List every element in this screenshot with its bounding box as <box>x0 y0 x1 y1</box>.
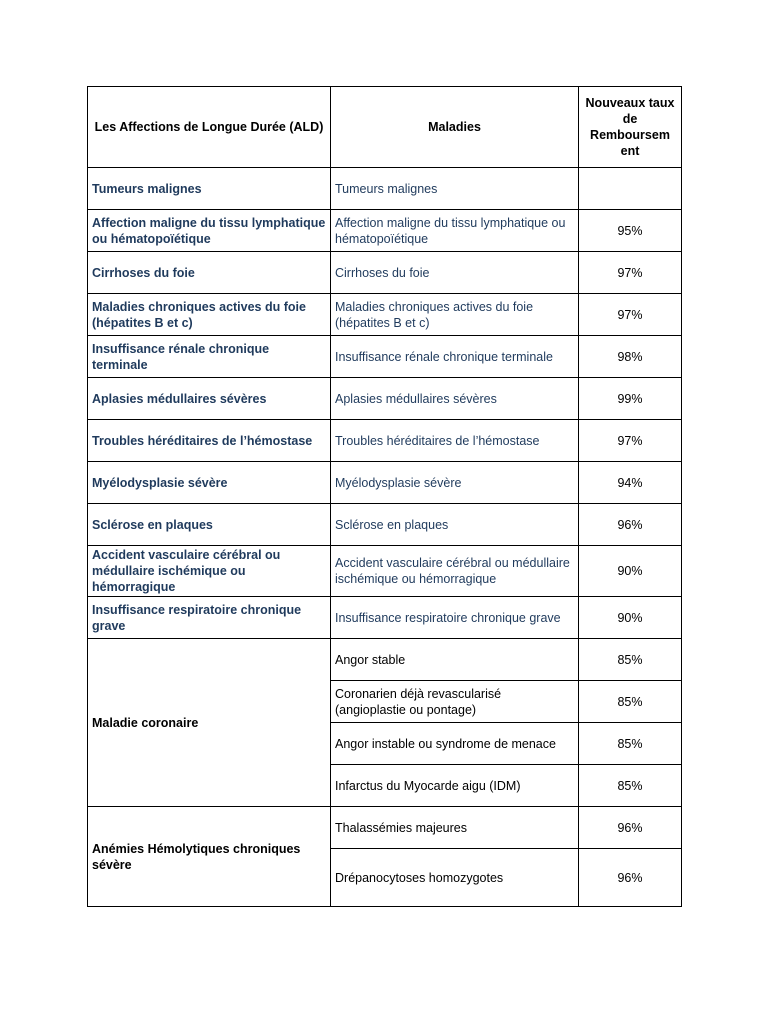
taux-cell: 90% <box>579 546 682 597</box>
header-taux: Nouveaux taux de Remboursem ent <box>579 87 682 168</box>
taux-cell: 90% <box>579 597 682 639</box>
taux-cell: 97% <box>579 252 682 294</box>
table-row <box>88 597 682 639</box>
taux-cell: 98% <box>579 336 682 378</box>
maladie-cell: Angor stable <box>331 639 579 681</box>
ald-cell-anemies: Anémies Hémolytiques chroniques sévère <box>88 807 331 907</box>
maladie-cell: Insuffisance respiratoire chronique grave <box>331 597 579 639</box>
table-row <box>88 462 682 504</box>
table-row <box>88 546 682 597</box>
ald-cell: Affection maligne du tissu lymphatique ou hématopoïétique <box>88 210 331 252</box>
maladie-cell: Cirrhoses du foie <box>331 252 579 294</box>
taux-cell: 85% <box>579 681 682 723</box>
ald-cell: Aplasies médullaires sévères <box>88 378 331 420</box>
table-row <box>88 420 682 462</box>
table-row <box>88 168 682 210</box>
taux-cell: 85% <box>579 639 682 681</box>
maladie-cell: Aplasies médullaires sévères <box>331 378 579 420</box>
maladie-cell: Myélodysplasie sévère <box>331 462 579 504</box>
ald-cell: Troubles héréditaires de l’hémostase <box>88 420 331 462</box>
ald-cell: Myélodysplasie sévère <box>88 462 331 504</box>
maladie-cell: Angor instable ou syndrome de menace <box>331 723 579 765</box>
taux-cell: 85% <box>579 765 682 807</box>
maladie-cell: Troubles héréditaires de l’hémostase <box>331 420 579 462</box>
ald-cell-coronaire: Maladie coronaire <box>88 639 331 807</box>
taux-cell <box>579 168 682 210</box>
ald-cell: Insuffisance rénale chronique terminale <box>88 336 331 378</box>
ald-table <box>87 86 682 907</box>
table-row <box>88 336 682 378</box>
header-ald: Les Affections de Longue Durée (ALD) <box>88 87 331 168</box>
ald-cell: Cirrhoses du foie <box>88 252 331 294</box>
ald-cell: Sclérose en plaques <box>88 504 331 546</box>
taux-cell: 95% <box>579 210 682 252</box>
maladie-cell: Infarctus du Myocarde aigu (IDM) <box>331 765 579 807</box>
maladie-cell: Affection maligne du tissu lymphatique ou hématopoïétique <box>331 210 579 252</box>
taux-cell: 85% <box>579 723 682 765</box>
ald-cell: Tumeurs malignes <box>88 168 331 210</box>
maladie-cell: Accident vasculaire cérébral ou médullaire ischémique ou hémorragique <box>331 546 579 597</box>
maladie-cell: Insuffisance rénale chronique terminale <box>331 336 579 378</box>
ald-cell: Accident vasculaire cérébral ou médullaire ischémique ou hémorragique <box>88 546 331 597</box>
header-maladies: Maladies <box>331 87 579 168</box>
taux-cell: 97% <box>579 294 682 336</box>
maladie-cell: Drépanocytoses homozygotes <box>331 849 579 907</box>
table-row <box>88 807 682 849</box>
taux-cell: 96% <box>579 807 682 849</box>
taux-cell: 99% <box>579 378 682 420</box>
taux-cell: 96% <box>579 504 682 546</box>
table-row <box>88 639 682 681</box>
maladie-cell: Tumeurs malignes <box>331 168 579 210</box>
header-row <box>88 87 682 168</box>
table-row <box>88 378 682 420</box>
taux-cell: 94% <box>579 462 682 504</box>
table-row <box>88 504 682 546</box>
table-row <box>88 210 682 252</box>
taux-cell: 97% <box>579 420 682 462</box>
ald-cell: Insuffisance respiratoire chronique grave <box>88 597 331 639</box>
maladie-cell: Thalassémies majeures <box>331 807 579 849</box>
ald-cell: Maladies chroniques actives du foie (hépatites B et c) <box>88 294 331 336</box>
maladie-cell: Coronarien déjà revascularisé (angioplastie ou pontage) <box>331 681 579 723</box>
table-row <box>88 252 682 294</box>
maladie-cell: Sclérose en plaques <box>331 504 579 546</box>
taux-cell: 96% <box>579 849 682 907</box>
table-row <box>88 294 682 336</box>
maladie-cell: Maladies chroniques actives du foie (hépatites B et c) <box>331 294 579 336</box>
